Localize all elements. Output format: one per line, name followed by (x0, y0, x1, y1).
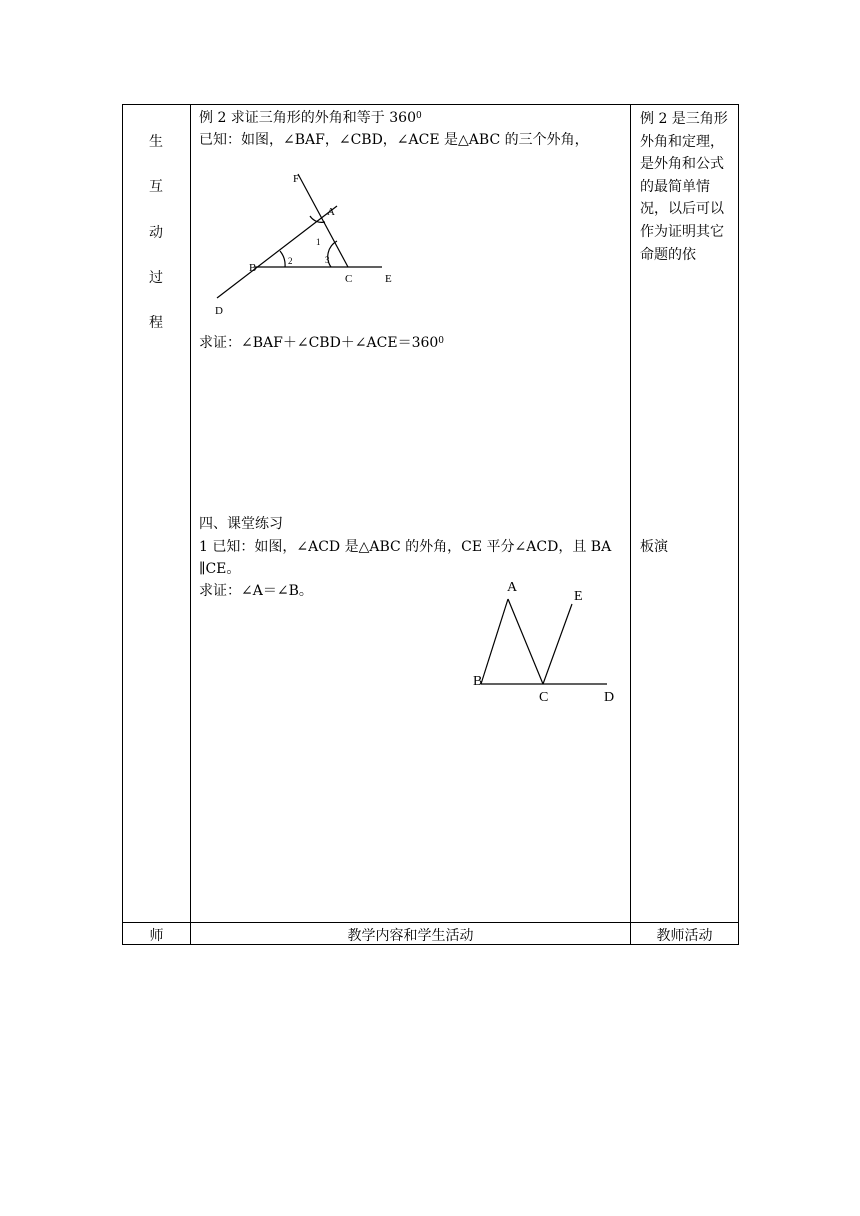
board-label: 板演 (640, 539, 668, 555)
figure-angle-3: 3 (325, 255, 330, 265)
left-column-char: 生 (149, 134, 163, 150)
practice-label-E: E (574, 589, 583, 604)
example2-prove (199, 332, 444, 354)
practice-heading: 四、课堂练习 (199, 516, 283, 532)
table-column-divider-1 (190, 104, 191, 945)
degree-superscript: 0 (438, 336, 445, 346)
practice-given-line2: ∥CE。 (199, 561, 241, 577)
degree-superscript: 0 (415, 111, 422, 121)
footer-right-cell: 教师活动 (656, 928, 713, 944)
footer-left-cell: 师 (149, 928, 164, 944)
left-column-char: 程 (149, 315, 163, 331)
practice-label-B: B (473, 674, 483, 689)
footer-middle-cell: 教学内容和学生活动 (347, 928, 474, 944)
practice-given-line1: 1 已知：如图，∠ACD 是△ABC 的外角，CE 平分∠ACD，且 BA (199, 539, 612, 555)
example2-prove-text: 求证：∠BAF＋∠CBD＋∠ACE＝360 (199, 335, 439, 351)
example2-title (199, 107, 422, 129)
example2-triangle-figure (200, 168, 420, 318)
table-top-border (122, 104, 739, 105)
practice-label-D: D (604, 690, 615, 705)
teacher-note: 例 2 是三角形外角和定理，是外角和公式的最简单情况，以后可以作为证明其它命题的依 (640, 111, 728, 263)
figure-label-B: B (249, 262, 257, 274)
left-column-char: 互 (149, 179, 163, 195)
figure-angle-2: 2 (288, 256, 293, 266)
practice-prove: 求证：∠A＝∠B。 (199, 583, 313, 599)
left-column-char: 动 (149, 225, 163, 241)
table-row-divider (122, 922, 739, 923)
figure-label-E: E (385, 273, 392, 285)
practice-figure (465, 573, 625, 708)
figure-label-D: D (215, 305, 223, 317)
figure-label-A: A (327, 206, 335, 218)
figure-label-C: C (345, 273, 353, 285)
table-column-divider-2 (630, 104, 631, 945)
practice-label-A: A (507, 580, 518, 595)
example2-given: 已知：如图，∠BAF，∠CBD，∠ACE 是△ABC 的三个外角， (199, 132, 589, 148)
figure-angle-1: 1 (316, 237, 321, 247)
left-column-char: 过 (149, 270, 163, 286)
example2-title-text: 例 2 求证三角形的外角和等于 360 (199, 110, 416, 126)
table-left-border (122, 104, 123, 945)
figure-label-F: F (293, 173, 300, 185)
practice-label-C: C (539, 690, 549, 705)
table-right-border (738, 104, 739, 945)
